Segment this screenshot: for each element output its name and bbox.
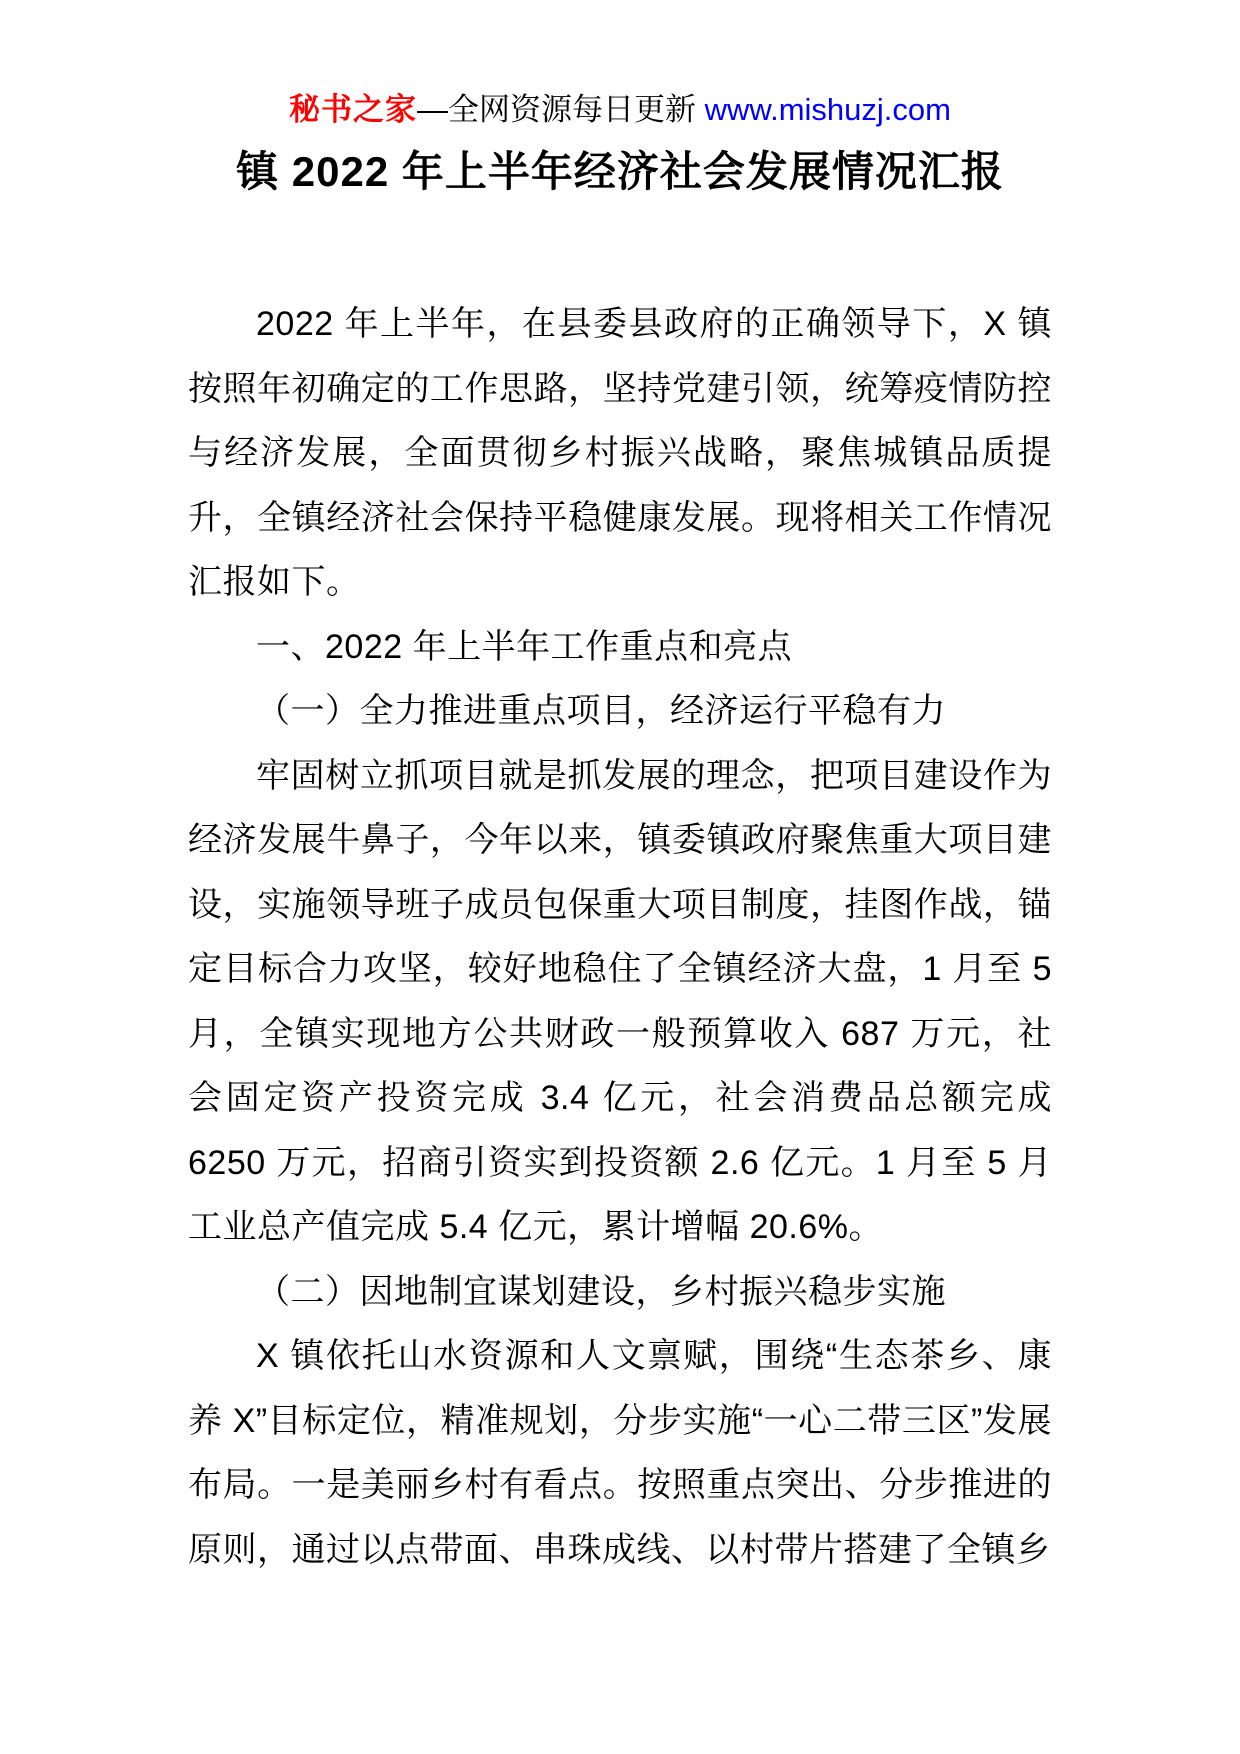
site-brand: 秘书之家 — [289, 92, 418, 127]
paragraph-projects: 牢固树立抓项目就是抓发展的理念，把项目建设作为经济发展牛鼻子，今年以来，镇委镇政府聚焦重大项目建设，实施领导班子成员包保重大项目制度，挂图作战，锚定目标合力攻坚，较好地稳住了全镇经济大盘，1 月至 5 月，全镇实现地方公共财政一般预算收入 687 万元，社会固定资产投资完成 3.4 亿元，社会消费品总额完成 6250 万元，招商引资实到投资额 2.6 亿元。1 月至 5 月工业总产值完成 5.4 亿元，累计增幅 20.6%。 — [188, 756, 1052, 1246]
paragraph-intro: 2022 年上半年，在县委县政府的正确领导下，X 镇按照年初确定的工作思路，坚持党建引领，统筹疫情防控与经济发展，全面贯彻乡村振兴战略，聚焦城镇品质提升，全镇经济社会保持平稳健康发展。现将相关工作情况汇报如下。 — [188, 305, 1052, 601]
document-title: 镇 2022 年上半年经济社会发展情况汇报 — [236, 148, 1004, 195]
subsection-heading-1-1: （一）全力推进重点项目，经济运行平稳有力 — [256, 692, 946, 730]
site-header — [0, 0, 1240, 130]
site-url-link[interactable]: www.mishuzj.com — [704, 92, 951, 127]
document-body — [188, 292, 1052, 1582]
paragraph-rural-revitalization: X 镇依托山水资源和人文禀赋，围绕“生态茶乡、康养 X”目标定位，精准规划，分步实施“一心二带三区”发展布局。一是美丽乡村有看点。按照重点突出、分步推进的原则，通过以点带面、串珠成线、以村带片搭建了全镇乡 — [188, 1337, 1052, 1569]
section-heading-1: 一、2022 年上半年工作重点和亮点 — [256, 627, 793, 666]
subsection-heading-1-2: （二）因地制宜谋划建设，乡村振兴稳步实施 — [256, 1272, 946, 1311]
site-tagline: —全网资源每日更新 — [417, 92, 705, 127]
